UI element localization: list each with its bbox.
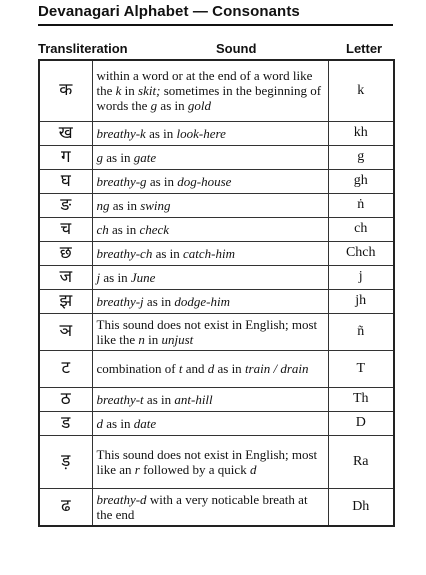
sound-text-segment: gold	[187, 98, 211, 114]
sound-text-segment: in	[144, 331, 162, 347]
sound-text-segment: date	[133, 415, 157, 431]
latin-letter: jh	[328, 289, 394, 313]
table-row	[39, 350, 394, 387]
table-row	[39, 193, 394, 217]
sound-description	[92, 488, 328, 526]
devanagari-char: च	[39, 217, 92, 241]
sound-text-segment: dodge-him	[174, 293, 230, 309]
sound-text-segment: catch-him	[183, 245, 236, 261]
sound-text-segment: g	[150, 98, 158, 114]
sound-text-segment: breathy-d	[96, 491, 147, 507]
latin-letter: Dh	[328, 488, 394, 526]
table-row	[39, 265, 394, 289]
devanagari-char: ट	[39, 350, 92, 387]
sound-description	[92, 289, 328, 313]
latin-letter: D	[328, 411, 394, 435]
devanagari-char: ढ	[39, 488, 92, 526]
sound-text-segment: as in	[157, 98, 188, 114]
devanagari-char: ञ	[39, 313, 92, 350]
devanagari-char: छ	[39, 241, 92, 265]
sound-text-segment: breathy-g	[96, 173, 147, 189]
sound-text-segment: as in	[108, 221, 140, 237]
devanagari-char: ख	[39, 121, 92, 145]
sound-description	[92, 169, 328, 193]
table-row	[39, 60, 394, 121]
table-row	[39, 488, 394, 526]
sound-description	[92, 387, 328, 411]
latin-letter: k	[328, 60, 394, 121]
table-row	[39, 411, 394, 435]
devanagari-char: क	[39, 60, 92, 121]
table-row	[39, 289, 394, 313]
latin-letter: ch	[328, 217, 394, 241]
latin-letter: ñ	[328, 313, 394, 350]
sound-text-segment: ng	[96, 197, 110, 213]
sound-text-segment: in	[121, 83, 139, 99]
sound-text-segment: within a word or at the end of a word like the	[96, 68, 313, 99]
sound-text-segment: gate	[133, 149, 157, 165]
sound-description	[92, 350, 328, 387]
sound-text-segment: g	[96, 149, 103, 165]
sound-text-segment: look-here	[176, 125, 226, 141]
consonant-table	[38, 59, 395, 527]
sound-text-segment: as in	[103, 149, 134, 165]
header-letter: Letter	[346, 41, 383, 56]
sound-text-segment: combination of	[96, 361, 179, 376]
latin-letter: ṅ	[328, 193, 394, 217]
sound-text-segment: as in	[143, 293, 175, 309]
sound-text-segment: as in	[146, 173, 178, 189]
table-row	[39, 435, 394, 488]
latin-letter: j	[328, 265, 394, 289]
sound-text-segment: as in	[214, 361, 245, 376]
sound-text-segment: This sound does not exist in English; most like the	[96, 316, 318, 347]
sound-text-segment: dog-house	[177, 173, 232, 189]
sound-text-segment: swing	[140, 197, 171, 213]
sound-text-segment: d	[96, 415, 103, 431]
header-transliteration: Transliteration	[38, 41, 128, 56]
sound-text-segment: with a very noticable breath at the end	[96, 491, 308, 522]
title-rule	[38, 24, 393, 26]
table-row	[39, 169, 394, 193]
sound-text-segment: June	[130, 269, 156, 285]
sound-description	[92, 60, 328, 121]
sound-text-segment: breathy-j	[96, 293, 144, 309]
sound-text-segment: breathy-t	[96, 391, 144, 407]
sound-text-segment: d	[207, 361, 215, 376]
devanagari-char: ड	[39, 411, 92, 435]
sound-text-segment: n	[138, 331, 145, 347]
table-row	[39, 121, 394, 145]
sound-text-segment: breathy-ch	[96, 245, 153, 261]
sound-text-segment: as in	[145, 125, 177, 141]
sound-description	[92, 435, 328, 488]
sound-text-segment: skit;	[138, 83, 161, 99]
sound-text-segment: breathy-k	[96, 125, 146, 141]
sound-description	[92, 265, 328, 289]
header-sound: Sound	[216, 41, 257, 56]
sound-text-segment: ant-hill	[174, 391, 213, 407]
sound-text-segment: as in	[152, 245, 184, 261]
latin-letter: Th	[328, 387, 394, 411]
sound-text-segment: This sound does not exist in English; most like an	[96, 446, 318, 477]
table-row	[39, 145, 394, 169]
table-row	[39, 313, 394, 350]
table-row	[39, 387, 394, 411]
sound-text-segment: r	[134, 461, 140, 477]
latin-letter: Ra	[328, 435, 394, 488]
page-title: Devanagari Alphabet — Consonants	[38, 3, 300, 20]
sound-description	[92, 121, 328, 145]
latin-letter: Chch	[328, 241, 394, 265]
devanagari-char: ठ	[39, 387, 92, 411]
sound-text-segment: k	[115, 83, 122, 99]
sound-text-segment: j	[96, 269, 101, 285]
sound-description	[92, 313, 328, 350]
devanagari-char: ज	[39, 265, 92, 289]
sound-text-segment: and	[182, 361, 208, 376]
sound-description	[92, 241, 328, 265]
sound-text-segment: as in	[143, 391, 175, 407]
sound-text-segment: unjust	[161, 331, 194, 347]
table-row	[39, 217, 394, 241]
devanagari-char: ड़	[39, 435, 92, 488]
sound-text-segment: sometimes in the beginning of words the	[96, 83, 322, 114]
latin-letter: gh	[328, 169, 394, 193]
table-row	[39, 241, 394, 265]
sound-text-segment: train / drain	[244, 361, 309, 376]
sound-text-segment: ch	[96, 221, 109, 237]
devanagari-char: घ	[39, 169, 92, 193]
sound-text-segment: followed by a quick	[139, 461, 250, 477]
latin-letter: kh	[328, 121, 394, 145]
sound-description	[92, 217, 328, 241]
sound-text-segment: as in	[109, 197, 141, 213]
sound-text-segment: as in	[103, 415, 134, 431]
latin-letter: g	[328, 145, 394, 169]
latin-letter: T	[328, 350, 394, 387]
sound-text-segment: as in	[100, 269, 131, 285]
devanagari-char: झ	[39, 289, 92, 313]
sound-text-segment: check	[139, 221, 170, 237]
sound-description	[92, 193, 328, 217]
sound-text-segment: d	[249, 461, 257, 477]
sound-description	[92, 411, 328, 435]
consonant-table-body	[39, 60, 394, 526]
sound-text-segment: t	[178, 361, 183, 376]
devanagari-char: ङ	[39, 193, 92, 217]
sound-description	[92, 145, 328, 169]
devanagari-char: ग	[39, 145, 92, 169]
